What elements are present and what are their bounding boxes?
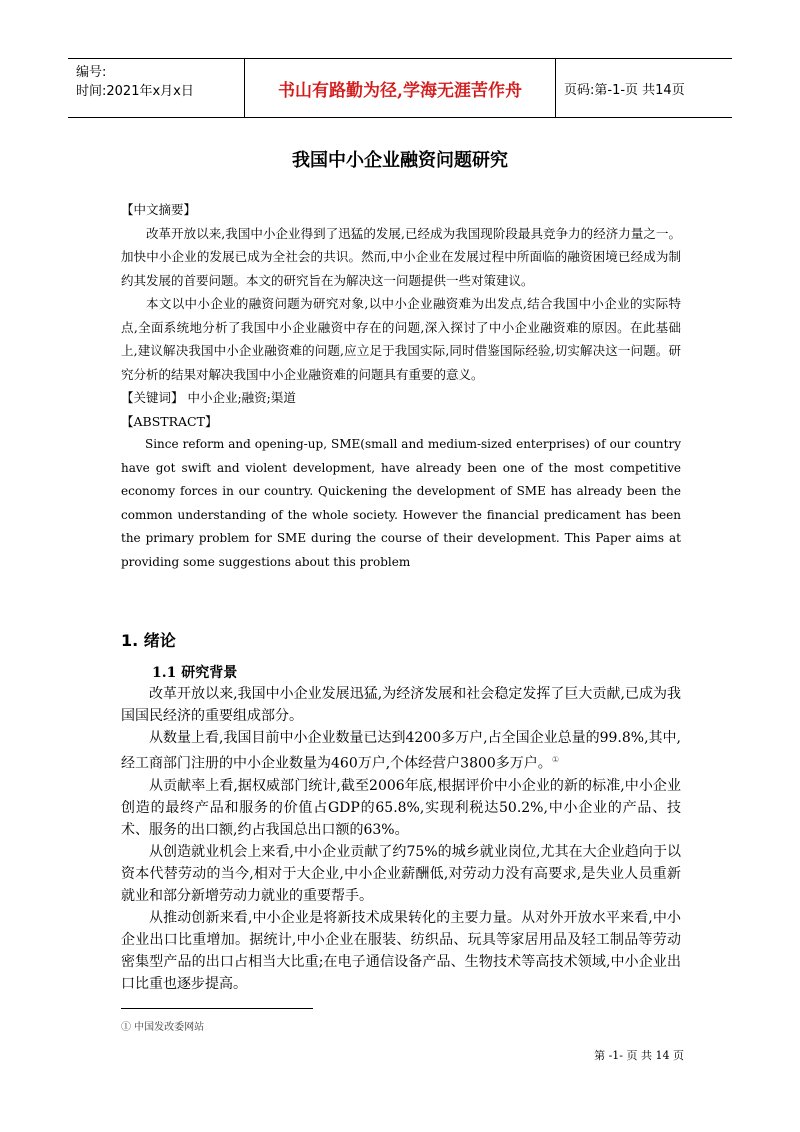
header-page-code: 页码:第-1-页 共14页	[564, 82, 685, 98]
body-paragraph: 改革开放以来,我国中小企业发展迅猛,为经济发展和社会稳定发挥了巨大贡献,已成为我国国民经济的重要组成部分。	[121, 686, 681, 724]
header-motto: 书山有路勤为径,学海无涯苦作舟	[245, 59, 556, 117]
document-header	[68, 58, 732, 118]
body-paragraph: 从贡献率上看,据权威部门统计,截至2006年底,根据评价中小企业的新的标准,中小企业创造的最终产品和服务的价值占GDP的65.8%,实现利税达50.2%,中小企业的产品、技术、服务的出口额,约占我国总出口额的63%。	[121, 777, 681, 838]
section-body	[121, 683, 681, 995]
body-paragraph: 从创造就业机会上来看,中小企业贡献了约75%的城乡就业岗位,尤其在大企业趋向于以资本代替劳动的当今,相对于大企业,中小企业薪酬低,对劳动力没有高要求,是失业人员重新就业和部分新增劳动力就业的重要帮手。	[121, 843, 681, 904]
keywords: 【关键词】 中小企业;融资;渠道	[121, 390, 296, 405]
footnote-mark: ①	[551, 755, 559, 764]
body-paragraph	[121, 727, 681, 775]
body-paragraph: 从推动创新来看,中小企业是将新技术成果转化的主要力量。从对外开放水平来看,中小企业出口比重增加。据统计,中小企业在服装、纺织品、玩具等家居用品及轻工制品等劳动密集型产品的出口占相当大比重;在电子通信设备产品、生物技术等高技术领域,中小企业出口比重也逐步提高。	[121, 909, 681, 992]
section-heading: 1. 绪论	[121, 631, 176, 650]
abstract-en-text: Since reform and opening-up, SME(small and medium-sized enterprises) of our country have got swift and violent development, have already been one of the most competitive economy forces in our country. Quickening the development of SME has already been the common understanding of the whole society. However the financial predicament has been the primary problem for SME during the course of their development. This Paper aims at providing some suggestions about this problem	[121, 437, 681, 569]
footnote: ① 中国发改委网站	[121, 1022, 205, 1033]
number-label: 编号:	[76, 65, 107, 80]
footnote-divider	[121, 1008, 313, 1009]
abstract-cn	[121, 198, 681, 574]
page-title: 我国中小企业融资问题研究	[292, 150, 508, 171]
body-paragraph-text: 从数量上看,我国目前中小企业数量已达到4200多万户,占全国企业总量的99.8%,其中,经工商部门注册的中小企业数量为460万户,个体经营户3800多万户。	[121, 730, 681, 772]
abstract-cn-paragraph: 改革开放以来,我国中小企业得到了迅猛的发展,已经成为我国现阶段最具竞争力的经济力量之一。加快中小企业的发展已成为全社会的共识。然而,中小企业在发展过程中所面临的融资困境已经成为制约其发展的首要问题。本文的研究旨在为解决这一问题提供一些对策建议。	[121, 225, 681, 288]
page-footer: 第 -1- 页 共 14 页	[594, 1049, 684, 1062]
abstract-cn-label: 【中文摘要】	[121, 202, 197, 217]
abstract-cn-paragraph: 本文以中小企业的融资问题为研究对象,以中小企业融资难为出发点,结合我国中小企业的实际特点,全面系统地分析了我国中小企业融资中存在的问题,深入探讨了中小企业融资难的原因。在此基础上,建议解决我国中小企业融资难的问题,应立足于我国实际,同时借鉴国际经验,切实解决这一问题。研究分析的结果对解决我国中小企业融资难的问题具有重要的意义。	[121, 296, 681, 382]
subsection-heading: 1.1 研究背景	[152, 665, 238, 681]
abstract-en-label: 【ABSTRACT】	[121, 413, 218, 429]
header-meta-cell	[68, 59, 245, 117]
time-label: 时间:2021年x月x日	[76, 84, 194, 99]
